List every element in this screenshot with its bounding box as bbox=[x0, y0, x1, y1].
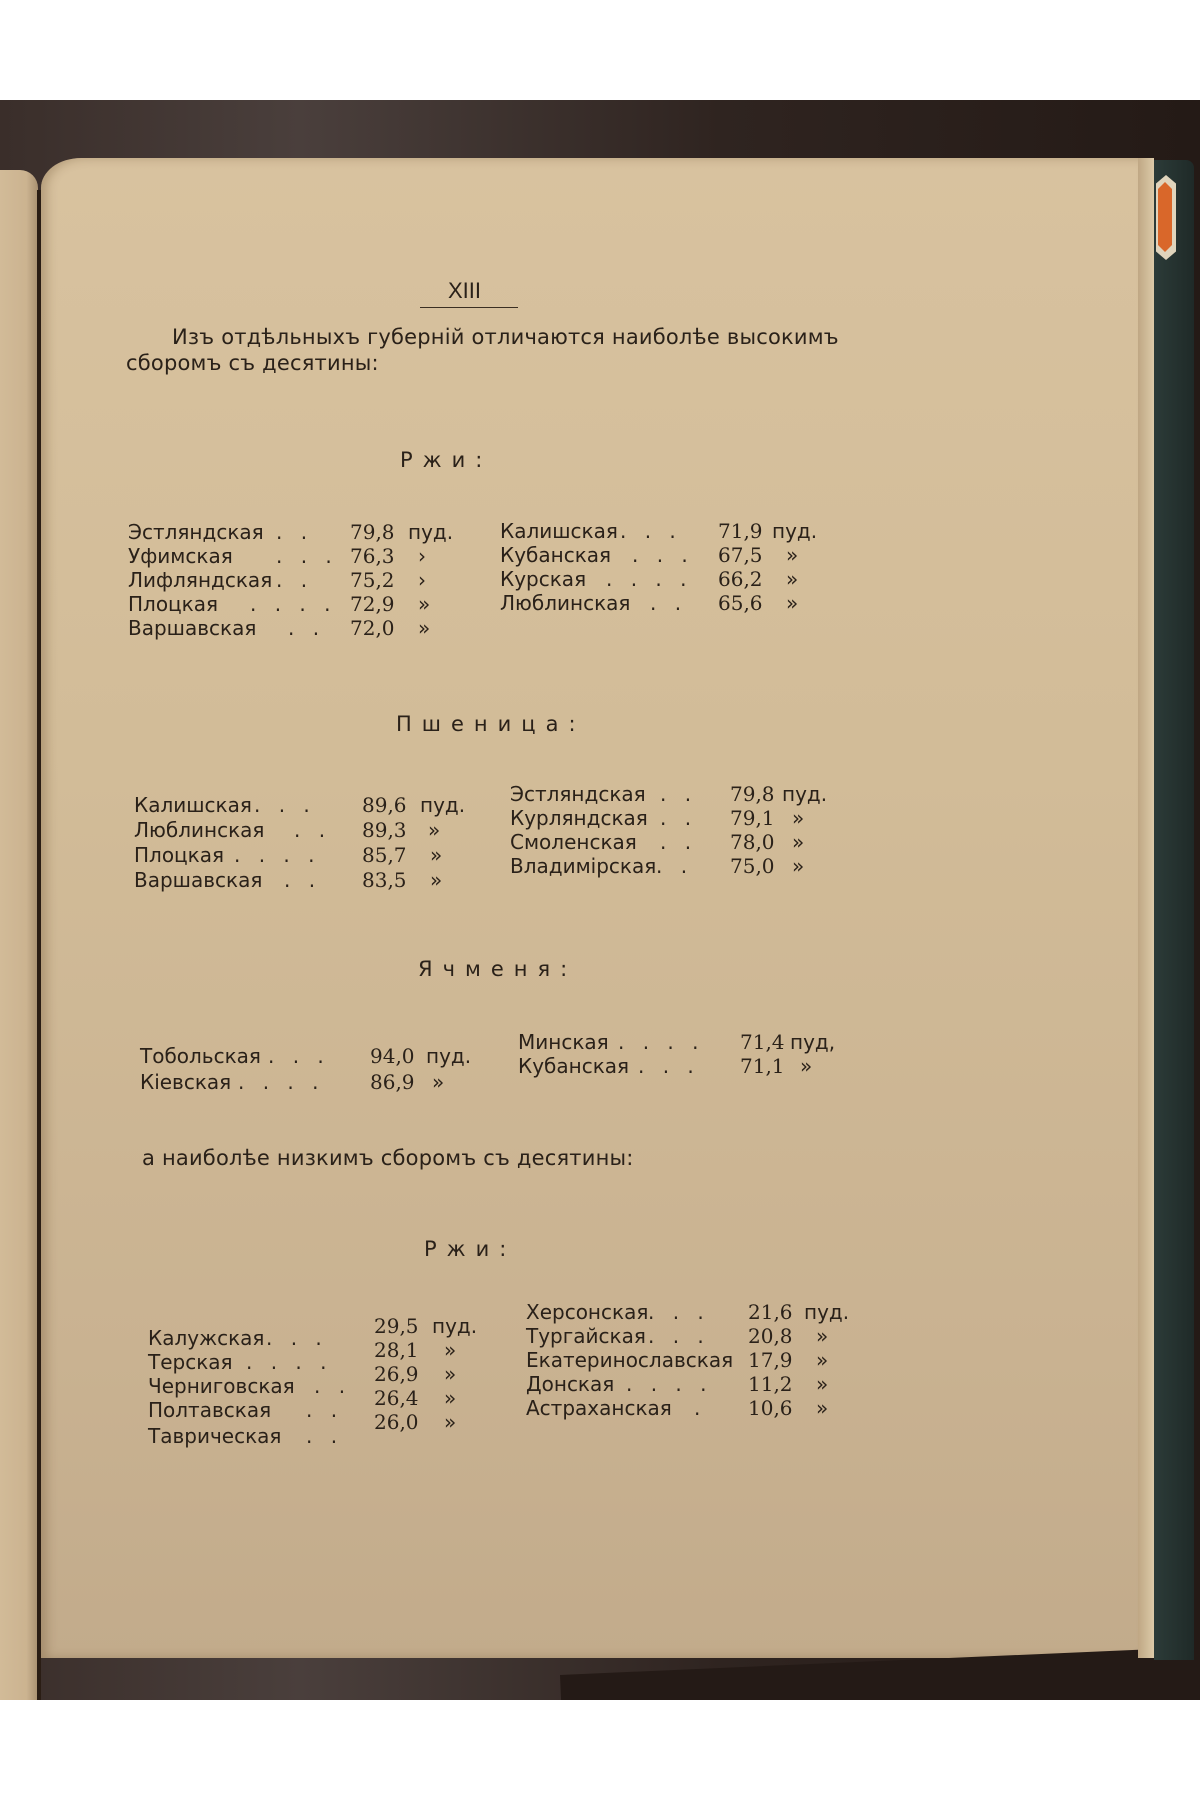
yield-unit: » bbox=[444, 1362, 457, 1386]
leader-dots: . . . bbox=[648, 1324, 710, 1348]
page-edges bbox=[1138, 158, 1154, 1658]
province-name: Терская bbox=[148, 1350, 233, 1374]
province-name: Варшавская bbox=[134, 868, 263, 892]
yield-unit: » bbox=[786, 543, 799, 567]
leader-dots: . . . . bbox=[234, 843, 321, 867]
yield-value: 71,9 bbox=[718, 519, 763, 543]
yield-value: 71,4 bbox=[740, 1030, 785, 1054]
leader-dots: . . bbox=[650, 591, 688, 615]
province-name: Екатеринославская bbox=[526, 1348, 734, 1372]
yield-value: 17,9 bbox=[748, 1348, 793, 1372]
yield-unit: » bbox=[792, 830, 805, 854]
yield-unit: » bbox=[432, 1070, 445, 1094]
yield-value: 26,4 bbox=[374, 1386, 419, 1410]
yield-unit: пуд. bbox=[772, 519, 818, 543]
province-name: Калишская bbox=[500, 519, 618, 543]
leader-dots: . . . . bbox=[250, 592, 337, 616]
province-name: Кубанская bbox=[518, 1054, 630, 1078]
yield-value: 71,1 bbox=[740, 1054, 785, 1078]
yield-unit: » bbox=[444, 1410, 457, 1434]
yield-value: 79,8 bbox=[730, 782, 775, 806]
yield-value: 83,5 bbox=[362, 868, 407, 892]
section-title-high-wheat: Пшеница: bbox=[396, 712, 586, 736]
yield-value: 79,1 bbox=[730, 806, 775, 830]
province-name: Эстляндская bbox=[510, 782, 646, 806]
yield-value: 28,1 bbox=[374, 1338, 419, 1362]
leader-dots: . . . bbox=[276, 544, 338, 568]
province-name: Калужская bbox=[148, 1326, 265, 1350]
leader-dots: . . bbox=[660, 806, 698, 830]
province-name: Эстляндская bbox=[128, 520, 264, 544]
province-name: Полтавская bbox=[148, 1398, 272, 1422]
province-name: Калишская bbox=[134, 793, 252, 817]
leader-dots: . . bbox=[660, 782, 698, 806]
leader-dots: . . . bbox=[648, 1300, 710, 1324]
leader-dots: . . bbox=[306, 1424, 344, 1448]
province-name: Лифляндская bbox=[128, 568, 273, 592]
province-name: Уфимская bbox=[128, 544, 233, 568]
yield-unit: › bbox=[418, 568, 426, 592]
yield-value: 86,9 bbox=[370, 1070, 415, 1094]
yield-unit: пуд, bbox=[790, 1030, 836, 1054]
yield-unit: пуд. bbox=[420, 793, 466, 817]
yield-unit: пуд. bbox=[804, 1300, 850, 1324]
yield-value: 11,2 bbox=[748, 1372, 793, 1396]
province-name: Тургайская bbox=[526, 1324, 646, 1348]
yield-unit: » bbox=[792, 806, 805, 830]
yield-value: 89,3 bbox=[362, 818, 407, 842]
leader-dots: . . bbox=[276, 568, 314, 592]
province-name: Кубанская bbox=[500, 543, 612, 567]
leader-dots: . . . bbox=[268, 1044, 330, 1068]
yield-unit: › bbox=[418, 544, 426, 568]
leader-dots: . . . . bbox=[246, 1350, 333, 1374]
leader-dots: . . bbox=[660, 830, 698, 854]
yield-unit: пуд. bbox=[426, 1044, 472, 1068]
yield-unit: » bbox=[792, 854, 805, 878]
yield-unit: » bbox=[816, 1372, 829, 1396]
province-name: Люблинская bbox=[134, 818, 265, 842]
yield-value: 72,9 bbox=[350, 592, 395, 616]
province-name: Люблинская bbox=[500, 591, 631, 615]
yield-unit: » bbox=[816, 1396, 829, 1420]
yield-value: 10,6 bbox=[748, 1396, 793, 1420]
leader-dots: . . bbox=[306, 1398, 344, 1422]
yield-value: 72,0 bbox=[350, 616, 395, 640]
left-facing-page bbox=[0, 170, 38, 1700]
province-name: Тобольская bbox=[140, 1044, 261, 1068]
yield-unit: пуд. bbox=[408, 520, 454, 544]
province-name: Владимірская bbox=[510, 854, 657, 878]
province-name: Таврическая bbox=[148, 1424, 282, 1448]
province-name: Херсонская bbox=[526, 1300, 649, 1324]
page-number: XIII bbox=[448, 278, 482, 303]
yield-value: 76,3 bbox=[350, 544, 395, 568]
yield-unit: » bbox=[800, 1054, 813, 1078]
yield-value: 94,0 bbox=[370, 1044, 415, 1068]
leader-dots: . . . . bbox=[626, 1372, 713, 1396]
yield-unit: » bbox=[816, 1324, 829, 1348]
leader-dots: . . bbox=[288, 616, 326, 640]
yield-unit: » bbox=[430, 843, 443, 867]
yield-value: 26,0 bbox=[374, 1410, 419, 1434]
leader-dots: . . bbox=[314, 1374, 352, 1398]
province-name: Курляндская bbox=[510, 806, 648, 830]
yield-value: 89,6 bbox=[362, 793, 407, 817]
yield-value: 29,5 bbox=[374, 1314, 419, 1338]
province-name: Кіевская bbox=[140, 1070, 232, 1094]
yield-unit: » bbox=[786, 591, 799, 615]
yield-unit: » bbox=[444, 1386, 457, 1410]
yield-unit: » bbox=[418, 592, 431, 616]
leader-dots: . . . bbox=[620, 519, 682, 543]
yield-unit: » bbox=[816, 1348, 829, 1372]
leader-dots: . . . . bbox=[606, 567, 693, 591]
leader-dots: . . . bbox=[266, 1326, 328, 1350]
yield-unit: » bbox=[428, 818, 441, 842]
yield-unit: пуд. bbox=[782, 782, 828, 806]
yield-unit: » bbox=[430, 868, 443, 892]
low-intro: а наиболѣе низкимъ сборомъ съ десятины: bbox=[142, 1146, 634, 1170]
yield-unit: » bbox=[444, 1338, 457, 1362]
leader-dots: . . . bbox=[638, 1054, 700, 1078]
yield-value: 21,6 bbox=[748, 1300, 793, 1324]
leader-dots: . . bbox=[276, 520, 314, 544]
leader-dots: . . . . bbox=[238, 1070, 325, 1094]
leader-dots: . . bbox=[294, 818, 332, 842]
leader-dots: . bbox=[694, 1396, 707, 1420]
page-number-rule bbox=[420, 307, 518, 308]
province-name: Астраханская bbox=[526, 1396, 672, 1420]
yield-value: 26,9 bbox=[374, 1362, 419, 1386]
leader-dots: . . . bbox=[254, 793, 316, 817]
province-name: Смоленская bbox=[510, 830, 637, 854]
leader-dots: . . bbox=[656, 854, 694, 878]
yield-value: 75,0 bbox=[730, 854, 775, 878]
province-name: Минская bbox=[518, 1030, 609, 1054]
province-name: Варшавская bbox=[128, 616, 257, 640]
section-title-high-rye: Ржи: bbox=[400, 448, 493, 472]
province-name: Плоцкая bbox=[128, 592, 219, 616]
yield-value: 66,2 bbox=[718, 567, 763, 591]
yield-value: 65,6 bbox=[718, 591, 763, 615]
intro-line-1: Изъ отдѣльныхъ губерній отличаются наиболѣе высокимъ bbox=[172, 325, 839, 349]
intro-line-2: сборомъ съ десятины: bbox=[126, 351, 379, 375]
leader-dots: . . . . bbox=[618, 1030, 705, 1054]
section-title-low-rye: Ржи: bbox=[424, 1237, 517, 1261]
province-name: Черниговская bbox=[148, 1374, 295, 1398]
yield-unit: » bbox=[786, 567, 799, 591]
yield-value: 75,2 bbox=[350, 568, 395, 592]
yield-value: 78,0 bbox=[730, 830, 775, 854]
yield-unit: пуд. bbox=[432, 1314, 478, 1338]
yield-value: 79,8 bbox=[350, 520, 395, 544]
province-name: Курская bbox=[500, 567, 587, 591]
yield-value: 67,5 bbox=[718, 543, 763, 567]
leader-dots: . . bbox=[284, 868, 322, 892]
yield-value: 85,7 bbox=[362, 843, 407, 867]
leader-dots: . . . bbox=[632, 543, 694, 567]
province-name: Плоцкая bbox=[134, 843, 225, 867]
yield-value: 20,8 bbox=[748, 1324, 793, 1348]
section-title-high-barley: Ячменя: bbox=[418, 957, 578, 981]
cover-label-emblem bbox=[1158, 182, 1172, 252]
province-name: Донская bbox=[526, 1372, 615, 1396]
yield-unit: » bbox=[418, 616, 431, 640]
book-cover bbox=[1154, 160, 1194, 1660]
